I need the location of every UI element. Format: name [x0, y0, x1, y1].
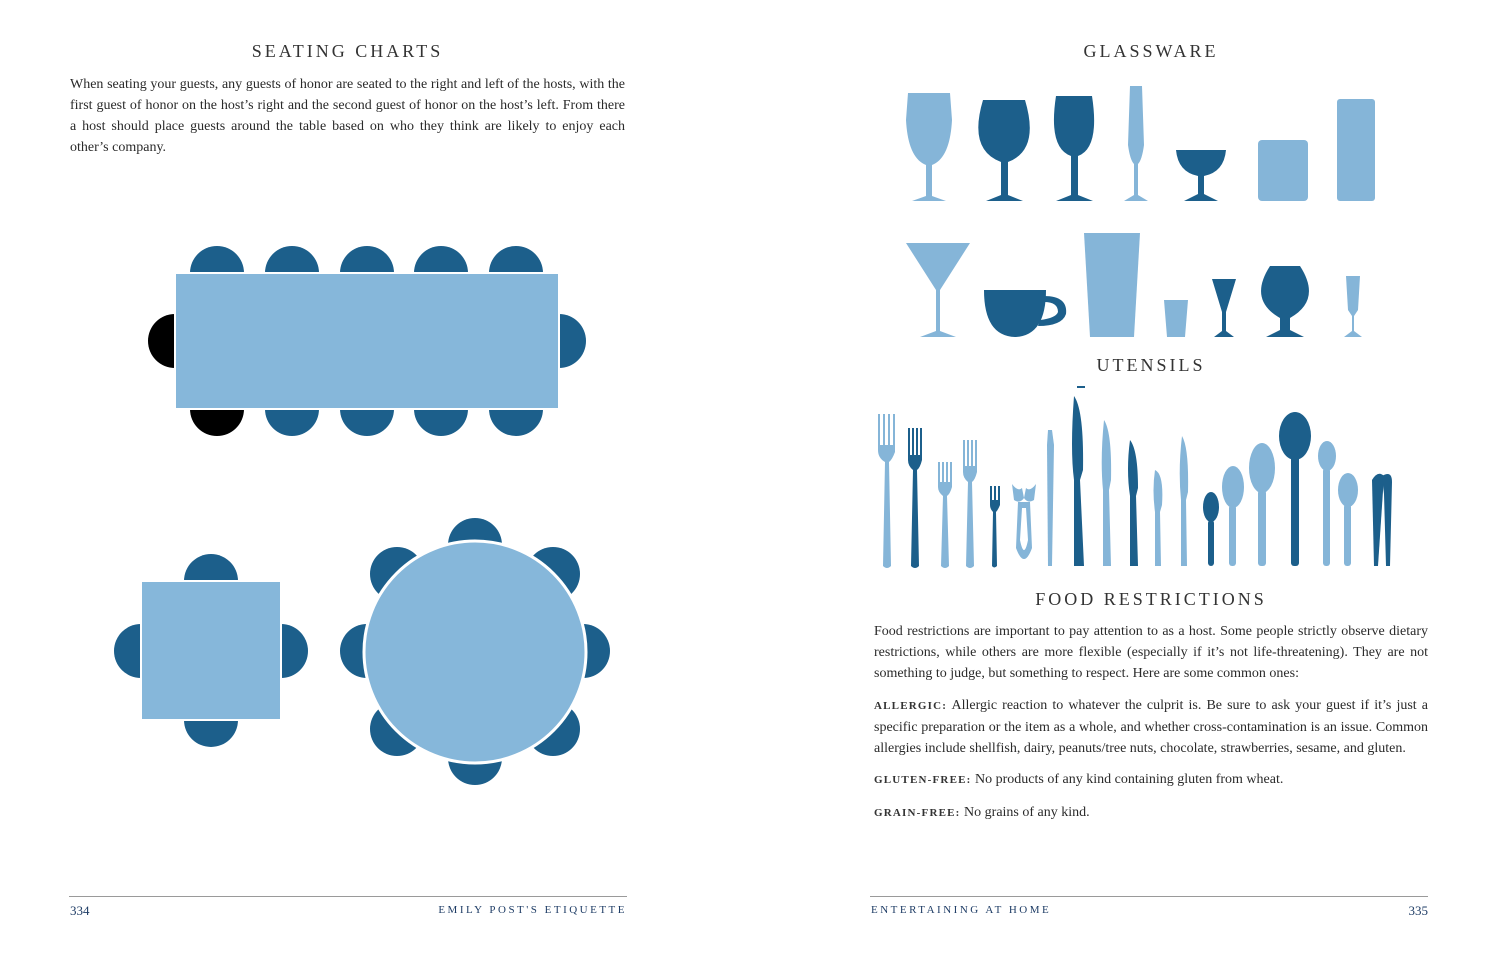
- round-table-diagram: [340, 518, 610, 785]
- teaspoon-icon: [1222, 466, 1244, 508]
- host-seat: [190, 409, 244, 436]
- seat: [489, 409, 543, 436]
- seat: [489, 246, 543, 273]
- spoon-handle: [1323, 468, 1330, 566]
- bouillon-spoon-icon: [1318, 441, 1336, 471]
- seat: [265, 246, 319, 273]
- seat: [340, 246, 394, 273]
- forks-icon: [878, 414, 1000, 568]
- dinner-fork-icon: [878, 414, 895, 568]
- lobster-cracker-icon: [1012, 484, 1036, 559]
- left-running-head: EMILY POST'S ETIQUETTE: [438, 904, 627, 916]
- dessert-fork-icon: [938, 462, 952, 568]
- round-table: [364, 541, 586, 763]
- steak-knife-icon: [1102, 420, 1111, 566]
- right-running-head: ENTERTAINING AT HOME: [871, 904, 1052, 916]
- left-footer-rule: [69, 896, 627, 897]
- spoon-handle: [1291, 456, 1299, 566]
- spoon-handle: [1229, 505, 1236, 566]
- iced-tea-spoon-icon: [1338, 473, 1358, 507]
- right-page: [750, 0, 1500, 964]
- fish-fork-icon: [963, 440, 977, 568]
- fish-knife-icon: [1128, 440, 1138, 566]
- salad-fork-icon: [908, 428, 922, 568]
- spoon-handle: [1208, 520, 1214, 566]
- right-footer-rule: [870, 896, 1428, 897]
- entry-term: GRAIN-FREE:: [874, 807, 961, 819]
- seat-end: [559, 314, 586, 368]
- seat: [340, 409, 394, 436]
- oyster-fork-icon: [990, 486, 1000, 568]
- nutcracker-icon: [1372, 474, 1392, 566]
- glassware-heading: GLASSWARE: [1083, 41, 1219, 61]
- seat: [184, 720, 238, 747]
- seating-charts-heading: SEATING CHARTS: [251, 41, 444, 61]
- rectangular-table: [175, 273, 559, 409]
- seat: [184, 554, 238, 581]
- left-page-number: 334: [70, 903, 90, 918]
- entry-text: No grains of any kind.: [960, 805, 1090, 820]
- cheese-knife-icon: [1180, 436, 1188, 566]
- butter-spreader-icon: [1047, 430, 1054, 566]
- knife-tip-mark: [1077, 386, 1085, 388]
- allergic-entry: [874, 695, 1428, 759]
- soup-spoon-icon: [1279, 412, 1311, 460]
- seat: [265, 409, 319, 436]
- spoons-icon: [1203, 412, 1358, 566]
- seat: [414, 246, 468, 273]
- gluten-free-entry: [874, 769, 1428, 791]
- grain-free-entry: [874, 802, 1428, 824]
- entry-text: No products of any kind containing gluten from wheat.: [971, 772, 1284, 787]
- dessert-spoon-icon: [1249, 443, 1275, 493]
- square-table-diagram: [114, 554, 308, 747]
- seat: [190, 246, 244, 273]
- rect-table-bottom-seats: [190, 409, 543, 436]
- dinner-knife-icon: [1072, 396, 1084, 566]
- spoon-handle: [1344, 504, 1351, 566]
- demitasse-spoon-icon: [1203, 492, 1219, 522]
- rect-table-top-seats: [190, 246, 543, 273]
- right-page-number: 335: [1408, 903, 1428, 918]
- spoon-handle: [1258, 490, 1266, 566]
- seating-intro-paragraph: When seating your guests, any guests of honor are seated to the right and left of the hosts, with the first guest of honor on the host’s right and the second guest of honor on the host’s left. From there a host should place guests around the table based on who they think are likely to enjoy each other’s company.: [70, 77, 625, 155]
- seat: [281, 624, 308, 678]
- entry-term: GLUTEN-FREE:: [874, 774, 972, 786]
- food-restrictions-heading: FOOD RESTRICTIONS: [1035, 589, 1267, 609]
- host-seat-end: [148, 314, 175, 368]
- entry-term: ALLERGIC:: [874, 700, 948, 712]
- entry-text: Allergic reaction to whatever the culprit is. Be sure to ask your guest if it’s just a specific preparation or the item as a whole, and whether cross-contamination is an issue. Common allergies include shellfish, dairy, peanuts/tree nuts, chocolate, strawberries, sesame, and gluten.: [874, 698, 1428, 756]
- utensils-heading: UTENSILS: [1096, 355, 1206, 375]
- square-table: [141, 581, 281, 720]
- butter-knife-icon: [1154, 470, 1163, 566]
- seat: [114, 624, 141, 678]
- food-restrictions-intro: Food restrictions are important to pay attention to as a host. Some people strictly observe dietary restrictions, while others are more flexible (especially if it’s not life-threatening). They are not something to judge, but something to respect. Here are some common ones:: [874, 624, 1428, 681]
- seat: [414, 409, 468, 436]
